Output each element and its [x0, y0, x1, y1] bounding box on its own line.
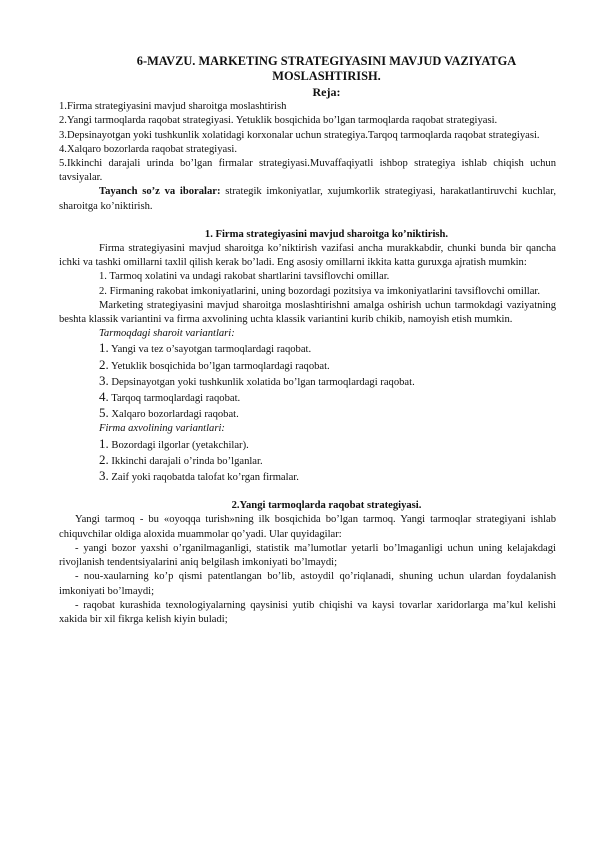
plan-item-1: 1.Firma strategiyasini mavjud sharoitga moslashtirish	[59, 101, 287, 113]
section-2-paragraph-1: Yangi tarmoq - bu «oyoqqa turish»ning ilk bosqichida bo’lgan tarmoq. Yangi tarmoqlar strategiyani ishlab chiquvchilar oldiga aloxida muammolar qo’yadi. Ular quyidagilar:	[59, 514, 556, 540]
section-1-title: 1. Firma strategiyasini mavjud sharoitga ko’niktirish.	[204, 228, 449, 240]
plan-item-3: 3.Depsinayotgan yoki tushkunlik xolatidagi korxonalar uchun strategiya.Tarqoq tarmoqlarda raqobat strategiyasi.	[59, 129, 540, 141]
factor-item-1: 1. Tarmoq xolatini va undagi rakobat shartlarini tavsiflovchi omillar.	[99, 271, 390, 283]
section-1-paragraph-2: Marketing strategiyasini mavjud sharoitga moslashtirishni amalga oshirish uchun tarmokdagi vaziyatning beshta klassik variantini va firma axvolining uchta klassik variantini kurib chikib, namoyish etish mumkin.	[59, 299, 556, 326]
firm-variant-item-2: 2. Ikkinchi darajali o’rinda bo’lganlar.	[99, 451, 263, 467]
document-body	[59, 54, 556, 627]
bullet-item-2: - nou-xaularning ko’p qismi patentlangan bo’lib, astoydil qo’riqlanadi, shuning uchun ulardan foydalanish imkoniyati bo’lmaydi;	[59, 571, 556, 597]
plan-item-5: 5.Ikkinchi darajali urinda bo’lgan firmalar strategiyasi.Muvaffaqiyatli ishbop strategiya ishlab chiqish uchun tavsiyalar.	[59, 158, 556, 184]
bullet-item-1: - yangi bozor yaxshi o’rganilmaganligi, statistik ma’lumotlar yetarli bo’lmaganligi uchun uning kelajakdagi rivojlanish tendentsiyalarini aniq belgilash imkoniyati bo’lmaydi;	[59, 542, 556, 569]
keywords-paragraph	[59, 185, 556, 213]
keywords-label: Tayanch so’z va iboralar:	[99, 186, 221, 198]
bullet-item-3: - raqobat kurashida texnologiyalarning qaysinisi yutib chiqishi va kaysi tovarlar xaridorlarga ma’kul kelishi xakida bir xil fikrga kelish kiyin buladi;	[59, 599, 556, 625]
variant-item-2: 2. Yetuklik bosqichida bo’lgan tarmoqlardagi raqobat.	[99, 356, 330, 372]
section-1-paragraph-1: Firma strategiyasini mavjud sharoitga ko’niktirish vazifasi ancha murakkabdir, chunki bunda bir qancha ichki va tashki omillarni taxlil qilish kerak bo’ladi. Eng asosiy omillarni ikkita katta guruxga ajratish mumkin:	[59, 243, 556, 269]
variant-item-3: 3. Depsinayotgan yoki tushkunlik xolatida bo’lgan tarmoqlardagi raqobat.	[99, 372, 415, 388]
title-line-2: MOSLASHTIRISH.	[272, 69, 381, 83]
title-line-1: 6-MAVZU. MARKETING STRATEGIYASINI MAVJUD VAZIYATGA	[136, 54, 517, 68]
plan-item-2: 2.Yangi tarmoqlarda raqobat strategiyasi. Yetuklik bosqichida bo’lgan tarmoqlarda raqobat strategiyasi.	[59, 115, 498, 127]
variant-item-4: 4. Tarqoq tarmoqlardagi raqobat.	[99, 389, 241, 405]
page-title	[59, 54, 556, 84]
firm-variants-heading: Firma axvolining variantlari:	[99, 423, 225, 435]
keywords-text: strategik imkoniyatlar, xujumkorlik strategiyasi, harakatlantiruvchi kuchlar, sharoitga ko’niktirish.	[59, 186, 556, 212]
variant-item-1: 1. Yangi va tez o’sayotgan tarmoqlardagi raqobat.	[99, 340, 312, 356]
firm-variant-item-1: 1. Bozordagi ilgorlar (yetakchilar).	[99, 435, 249, 451]
plan-item-4: 4.Xalqaro bozorlarda raqobat strategiyasi.	[59, 143, 237, 155]
factor-item-2: 2. Firmaning rakobat imkoniyatlarini, uning bozordagi pozitsiya va imkoniyatlarini tavsiflovchi omillar.	[99, 285, 541, 297]
variants-heading: Tarmoqdagi sharoit variantlari:	[99, 328, 235, 340]
variant-item-5: 5. Xalqaro bozorlardagi raqobat.	[99, 405, 239, 421]
firm-variant-item-3: 3. Zaif yoki raqobatda talofat ko’rgan firmalar.	[99, 468, 299, 484]
section-2-title: 2.Yangi tarmoqlarda raqobat strategiyasi.	[231, 500, 422, 512]
plan-heading: Reja:	[312, 85, 341, 99]
